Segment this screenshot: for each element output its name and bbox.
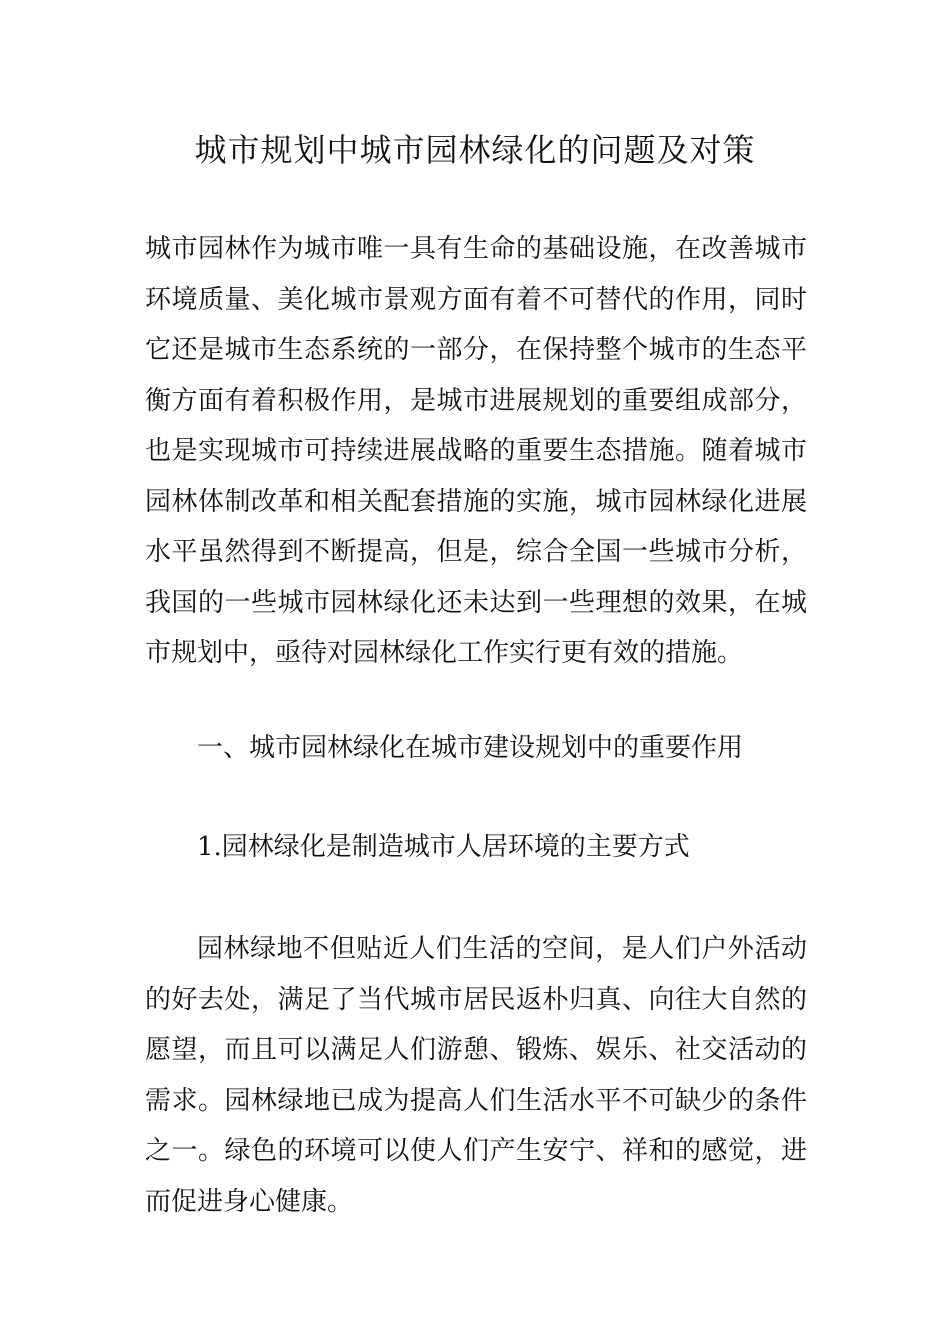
intro-paragraph: 城市园林作为城市唯一具有生命的基础设施，在改善城市环境质量、美化城市景观方面有着不可替代的作用，同时它还是城市生态系统的一部分，在保持整个城市的生态平衡方面有着积极作用，是城市进展规划的重要组成部分，也是实现城市可持续进展战略的重要生态措施。随着城市园林体制改革和相关配套措施的实施，城市园林绿化进展水平虽然得到不断提高，但是，综合全国一些城市分析，我国的一些城市园林绿化还未达到一些理想的效果，在城市规划中，亟待对园林绿化工作实行更有效的措施。 <box>145 234 807 668</box>
section-heading: 一、城市园林绿化在城市建设规划中的重要作用 <box>197 733 744 763</box>
subsection-heading: 1.园林绿化是制造城市人居环境的主要方式 <box>197 832 690 862</box>
subsection-paragraph: 园林绿地不但贴近人们生活的空间，是人们户外活动的好去处，满足了当代城市居民返朴归真、向往大自然的愿望，而且可以满足人们游憩、锻炼、娱乐、社交活动的需求。园林绿地已成为提高人们生活水平不可缺少的条件之一。绿色的环境可以使人们产生安宁、祥和的感觉，进而促进身心健康。 <box>145 934 807 1217</box>
document-title: 城市规划中城市园林绿化的问题及对策 <box>194 131 756 169</box>
